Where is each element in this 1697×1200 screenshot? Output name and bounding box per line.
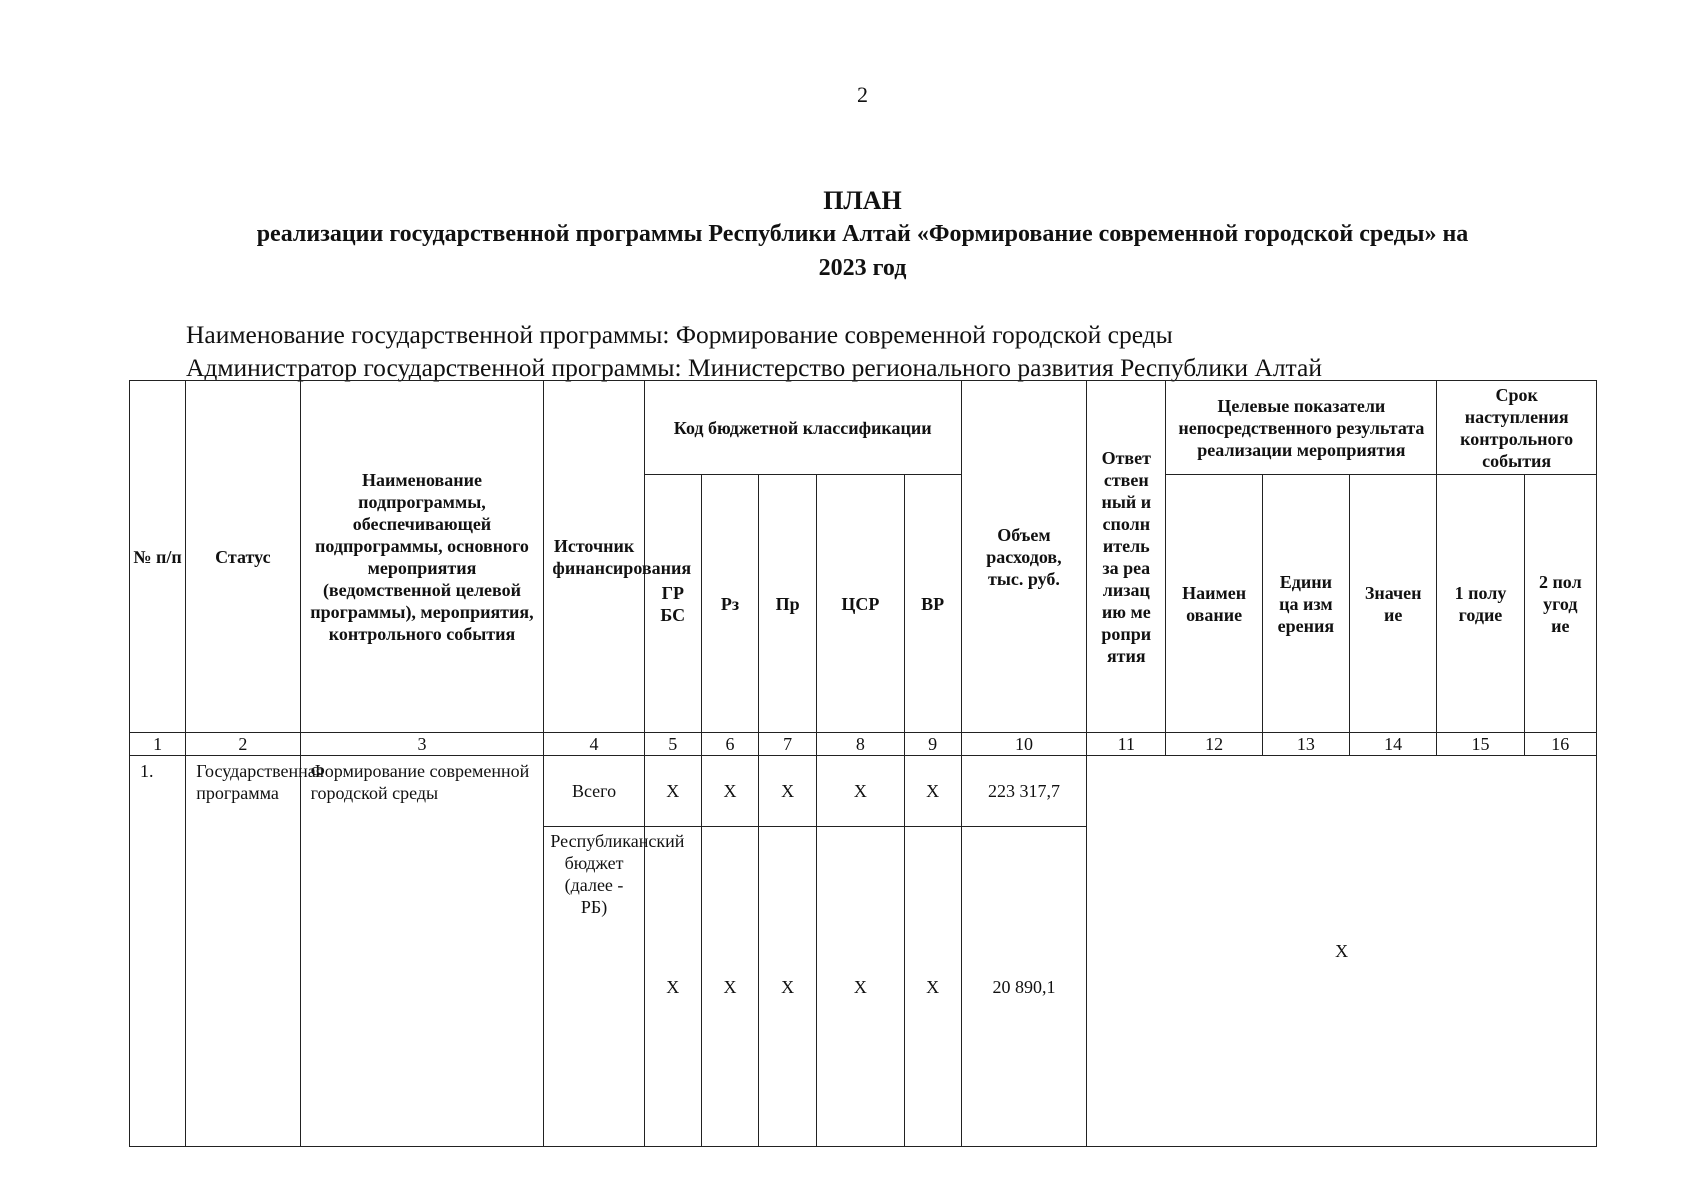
colnum-10: 10 (961, 733, 1086, 756)
row-source-total: Всего (544, 756, 644, 827)
header-targets: Целевые показатели непосредственного результата реализации мероприятия (1166, 381, 1437, 475)
row-merged-x: X (1087, 756, 1597, 1147)
colnum-4: 4 (544, 733, 644, 756)
header-grbs: ГР БС (644, 475, 701, 733)
row-rb-volume: 20 890,1 (961, 827, 1086, 1147)
header-responsible: Ответственный исполнитель за реализацию мероприятия (1087, 381, 1166, 733)
header-csr: ЦСР (817, 475, 904, 733)
row-rb-grbs: X (644, 827, 701, 1147)
table-row (130, 756, 1597, 827)
program-name-line: Наименование государственной программы: Формирование современной городской среды (186, 320, 1173, 349)
page-number: 2 (857, 82, 868, 107)
row-total-volume: 223 317,7 (961, 756, 1086, 827)
colnum-11: 11 (1087, 733, 1166, 756)
colnum-5: 5 (644, 733, 701, 756)
plan-table (129, 380, 1597, 1147)
header-half2: 2 полугодие (1524, 475, 1596, 733)
row-rb-csr: X (817, 827, 904, 1147)
colnum-14: 14 (1350, 733, 1437, 756)
title-block (120, 185, 1605, 285)
row-total-vr: X (904, 756, 961, 827)
colnum-9: 9 (904, 733, 961, 756)
row-total-rz: X (701, 756, 758, 827)
colnum-12: 12 (1166, 733, 1262, 756)
row-rb-vr: X (904, 827, 961, 1147)
row-name: Формирование современной городской среды (300, 756, 544, 1147)
header-volume: Объем расходов, тыс. руб. (961, 381, 1086, 733)
header-pr: Пр (759, 475, 817, 733)
colnum-2: 2 (186, 733, 300, 756)
header-deadline: Срок наступления контрольного события (1437, 381, 1597, 475)
document-subtitle-line2: 2023 год (818, 255, 907, 281)
header-kbk: Код бюджетной классификации (644, 381, 961, 475)
row-status: Государственная программа (186, 756, 300, 1147)
colnum-8: 8 (817, 733, 904, 756)
row-total-pr: X (759, 756, 817, 827)
colnum-13: 13 (1262, 733, 1349, 756)
header-half1: 1 полугодие (1437, 475, 1524, 733)
header-num: № п/п (130, 381, 186, 733)
row-rb-rz: X (701, 827, 758, 1147)
row-rb-pr: X (759, 827, 817, 1147)
header-ind-value: Значение (1350, 475, 1437, 733)
header-rz: Рз (701, 475, 758, 733)
document-title: ПЛАН (823, 186, 902, 215)
row-total-csr: X (817, 756, 904, 827)
header-ind-name: Наименование (1166, 475, 1262, 733)
administrator-line: Администратор государственной программы: Министерство регионального развития Республики Алтай (186, 353, 1322, 382)
program-info (186, 318, 1322, 384)
colnum-15: 15 (1437, 733, 1524, 756)
colnum-7: 7 (759, 733, 817, 756)
header-source: Источник финансирования (544, 381, 644, 733)
header-name: Наименование подпрограммы, обеспечивающей подпрограммы, основного мероприятия (ведомственной целевой программы), мероприятия, контрольного события (300, 381, 544, 733)
header-status: Статус (186, 381, 300, 733)
colnum-1: 1 (130, 733, 186, 756)
header-ind-unit: Единица измерения (1262, 475, 1349, 733)
document-subtitle-line1: реализации государственной программы Республики Алтай «Формирование современной городской среды» на (256, 221, 1469, 247)
row-total-grbs: X (644, 756, 701, 827)
header-vr: ВР (904, 475, 961, 733)
colnum-3: 3 (300, 733, 544, 756)
colnum-6: 6 (701, 733, 758, 756)
colnum-16: 16 (1524, 733, 1596, 756)
row-num: 1. (130, 756, 186, 1147)
row-source-rb: Республиканский бюджет (далее - РБ) (544, 827, 644, 1147)
